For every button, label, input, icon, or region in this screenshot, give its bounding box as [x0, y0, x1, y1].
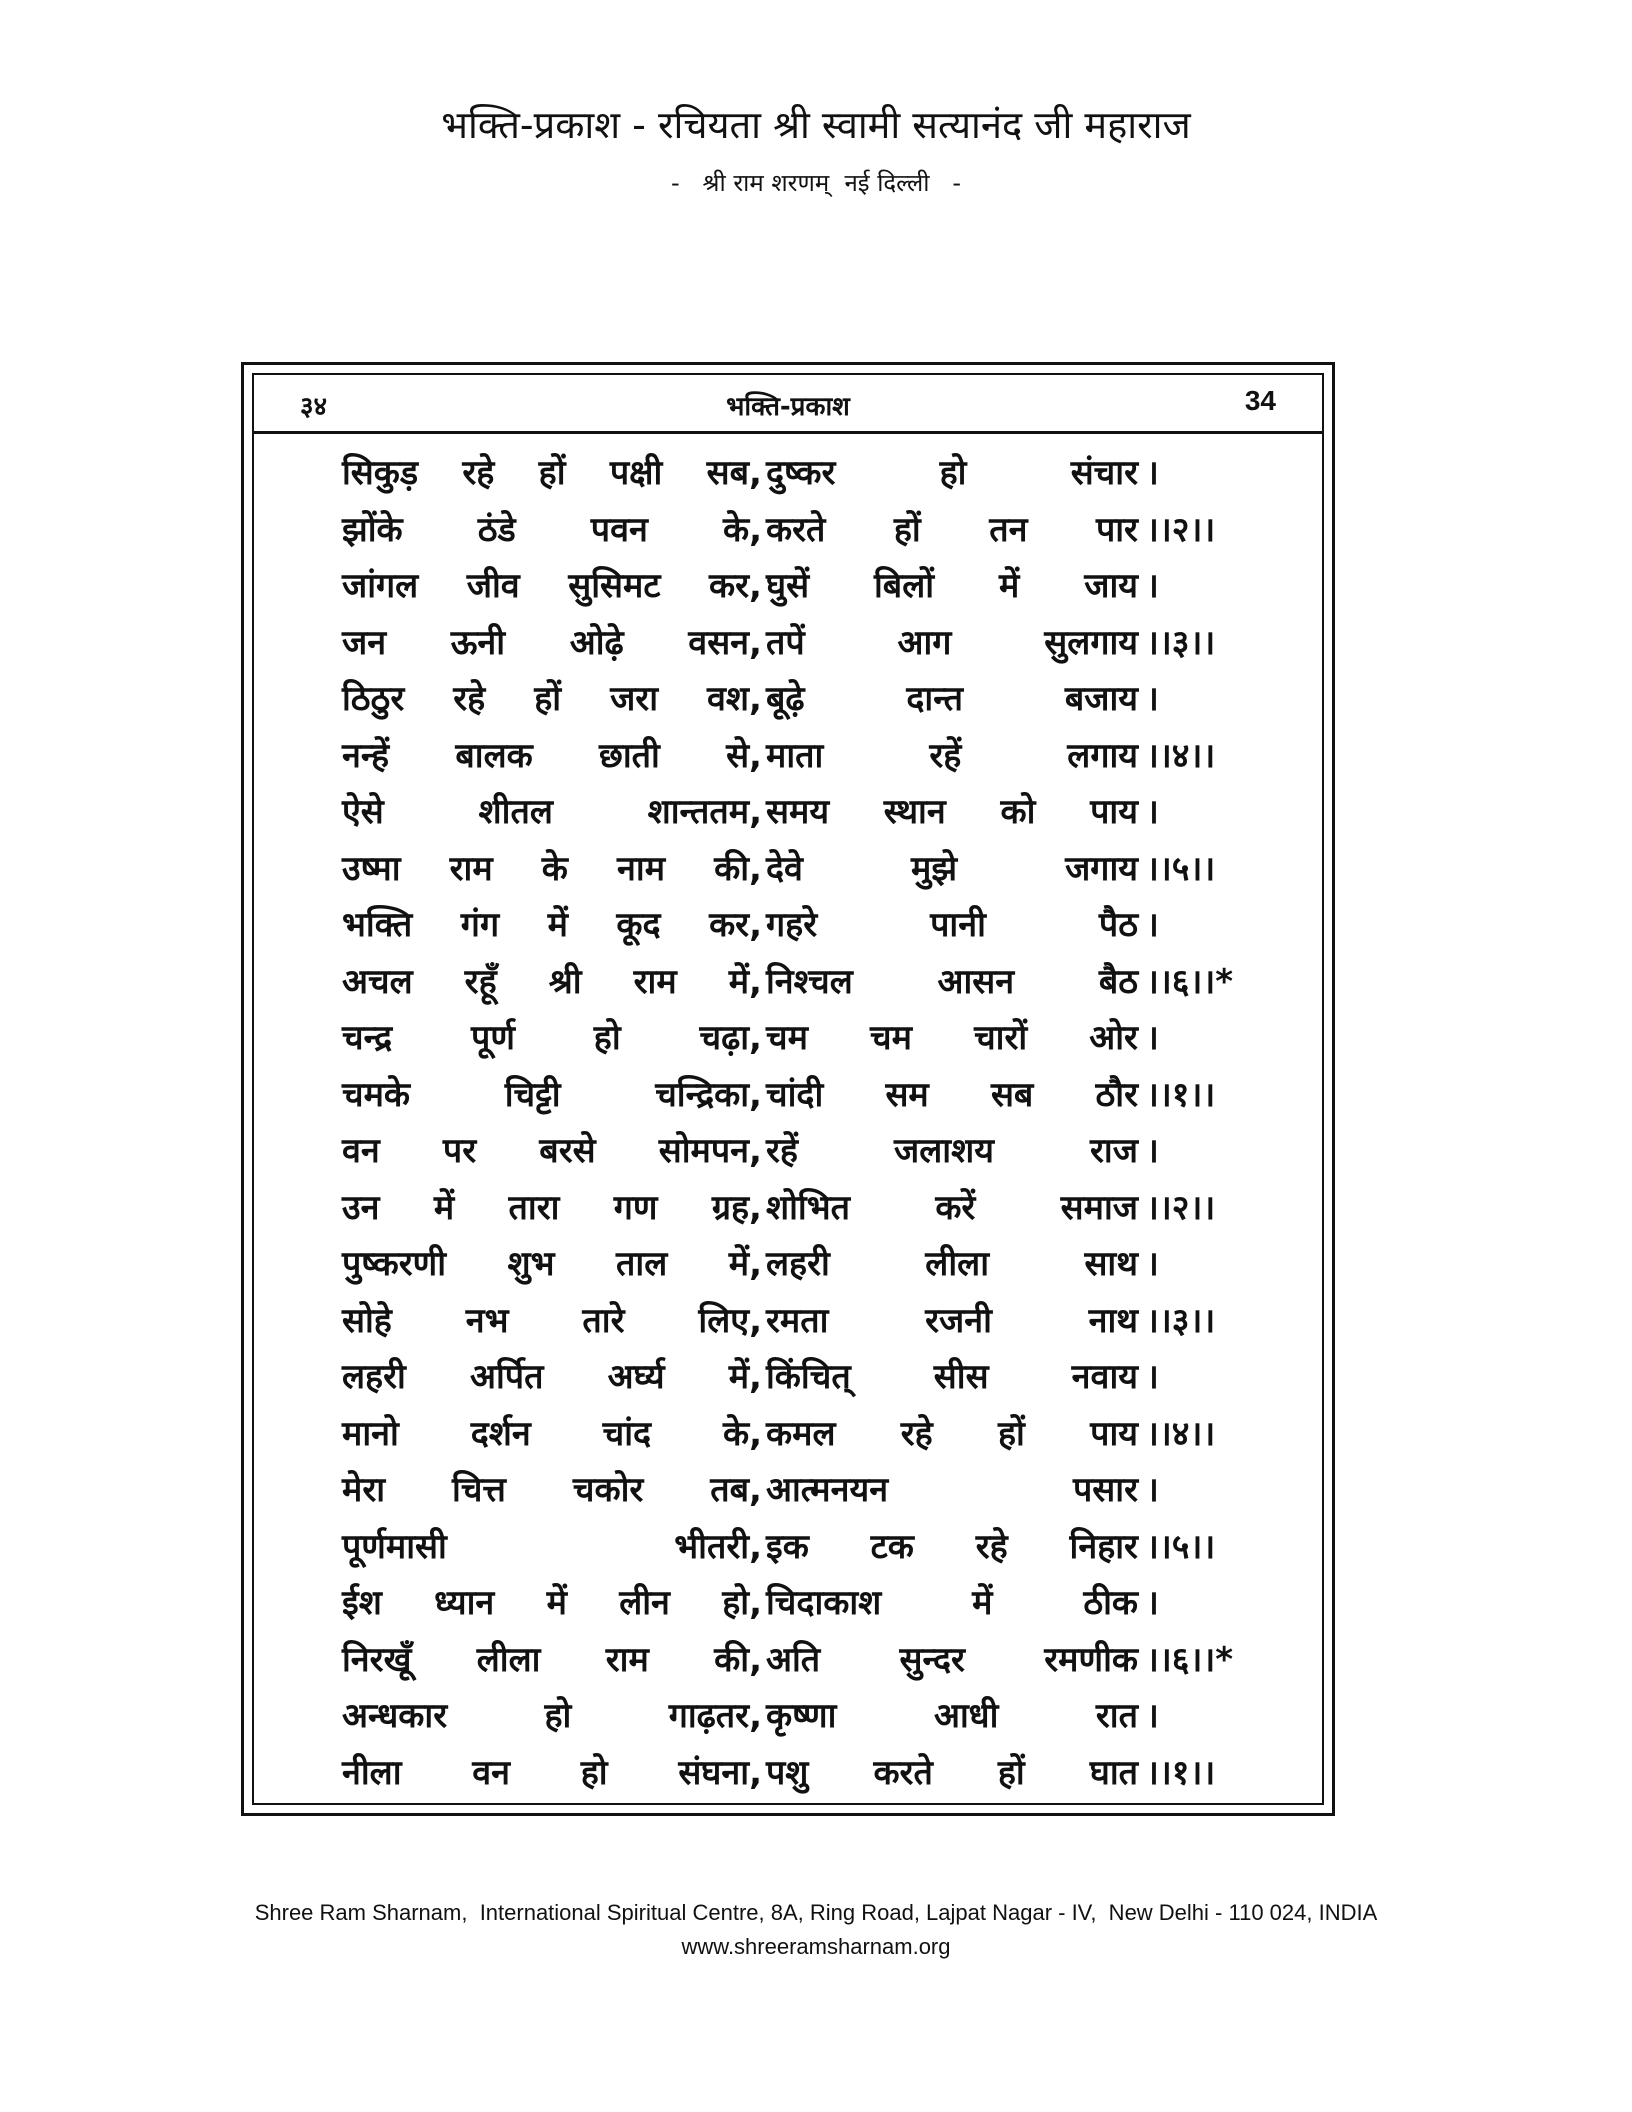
verse-line: [342, 1349, 1302, 1406]
verse-end-mark: ।।६।।*: [1146, 961, 1234, 1002]
verse-end-mark: ।: [1146, 679, 1159, 719]
verse-line: [342, 1406, 1302, 1463]
verse-first-half: झोंके ठंडे पवन के,: [342, 509, 762, 550]
verse-end-mark: ।: [1146, 1470, 1159, 1510]
verse-first-half: मेरा चित्त चकोर तब,: [342, 1470, 762, 1510]
verse-first-half: भक्ति गंग में कूद कर,: [342, 905, 762, 945]
verse-end-mark: ।।३।।: [1146, 1300, 1216, 1341]
verse-first-half: पुष्करणी शुभ ताल में,: [342, 1244, 762, 1284]
verse-second-half: लहरी लीला साथ: [766, 1244, 1138, 1284]
verse-second-half: निश्चल आसन बैठ: [766, 961, 1138, 1002]
verse-line: [342, 1462, 1302, 1519]
footer-website: www.shreeramsharnam.org: [681, 1934, 951, 1959]
verse-second-half: गहरे पानी पैठ: [766, 905, 1138, 945]
verse-line: [342, 897, 1302, 954]
verse-first-half: पूर्णमासी भीतरी,: [342, 1526, 762, 1567]
footer-address: Shree Ram Sharnam, International Spiritual Centre, 8A, Ring Road, Lajpat Nagar - IV, New Delhi - 110 024, INDIA: [254, 1900, 1378, 1925]
verse-end-mark: ।।५।।: [1146, 848, 1216, 889]
verse-second-half: पशु करते हों घात: [766, 1752, 1138, 1793]
verse-second-half: बूढ़े दान्त बजाय: [766, 679, 1138, 719]
verse-second-half: रमता रजनी नाथ: [766, 1300, 1138, 1341]
verse-second-half: तपें आग सुलगाय: [766, 622, 1138, 663]
running-title: भक्ति-प्रकाश: [726, 392, 850, 422]
document-title: भक्ति-प्रकाश - रचियता श्री स्वामी सत्यानंद जी महाराज: [441, 103, 1191, 147]
verse-second-half: घुसें बिलों में जाय: [766, 566, 1138, 606]
running-header: [252, 373, 1324, 431]
verse-second-half: चम चम चारों ओर: [766, 1018, 1138, 1058]
verse-end-mark: ।: [1146, 1583, 1159, 1623]
verse-line: [342, 1575, 1302, 1632]
verse-end-mark: ।: [1146, 1244, 1159, 1284]
verse-line: [342, 728, 1302, 785]
verse-end-mark: ।: [1146, 1131, 1159, 1171]
verse-end-mark: ।।२।।: [1146, 1187, 1216, 1228]
page-number-devanagari: ३४: [300, 392, 328, 422]
header-divider: [252, 431, 1324, 434]
verse-second-half: इक टक रहे निहार: [766, 1526, 1138, 1567]
verse-end-mark: ।।३।।: [1146, 622, 1216, 663]
verse-end-mark: ।: [1146, 453, 1159, 493]
verse-second-half: रहें जलाशय राज: [766, 1131, 1138, 1171]
verse-first-half: जांगल जीव सुसिमट कर,: [342, 566, 762, 606]
verse-second-half: देवे मुझे जगाय: [766, 848, 1138, 889]
verse-second-half: माता रहें लगाय: [766, 735, 1138, 776]
verse-line: [342, 1745, 1302, 1802]
verse-line: [342, 558, 1302, 615]
verse-line: [342, 1519, 1302, 1576]
verse-first-half: ऐसे शीतल शान्ततम,: [342, 792, 762, 832]
verse-second-half: समय स्थान को पाय: [766, 792, 1138, 832]
verse-end-mark: ।: [1146, 792, 1159, 832]
verse-second-half: करते हों तन पार: [766, 509, 1138, 550]
verse-line: [342, 841, 1302, 898]
verse-second-half: दुष्कर हो संचार: [766, 453, 1138, 493]
verse-first-half: सिकुड़ रहे हों पक्षी सब,: [342, 453, 762, 493]
verse-line: [342, 445, 1302, 502]
verse-first-half: उष्मा राम के नाम की,: [342, 848, 762, 889]
verse-line: [342, 1067, 1302, 1124]
verse-first-half: चमके चिट्टी चन्द्रिका,: [342, 1074, 762, 1115]
verse-line: [342, 1010, 1302, 1067]
verse-first-half: नीला वन हो संघना,: [342, 1752, 762, 1793]
verse-first-half: सोहे नभ तारे लिए,: [342, 1300, 762, 1341]
verse-first-half: निरखूँ लीला राम की,: [342, 1639, 762, 1680]
verse-first-half: अचल रहूँ श्री राम में,: [342, 961, 762, 1002]
verse-second-half: चिदाकाश में ठीक: [766, 1583, 1138, 1623]
verse-line: [342, 1688, 1302, 1745]
verse-second-half: अति सुन्दर रमणीक: [766, 1639, 1138, 1680]
verse-first-half: वन पर बरसे सोमपन,: [342, 1131, 762, 1171]
verse-first-half: अन्धकार हो गाढ़तर,: [342, 1696, 762, 1736]
verse-second-half: कृष्णा आधी रात: [766, 1696, 1138, 1736]
verse-first-half: उन में तारा गण ग्रह,: [342, 1187, 762, 1228]
verse-end-mark: ।।४।।: [1146, 735, 1216, 776]
document-subtitle: - श्री राम शरणम् नई दिल्ली -: [670, 169, 962, 197]
verse-end-mark: ।।६।।*: [1146, 1639, 1234, 1680]
verse-end-mark: ।।१।।: [1146, 1752, 1216, 1793]
verse-end-mark: ।: [1146, 1357, 1159, 1397]
verse-end-mark: ।: [1146, 566, 1159, 606]
verse-end-mark: ।।४।।: [1146, 1413, 1216, 1454]
verse-second-half: किंचित् सीस नवाय: [766, 1357, 1138, 1397]
verse-first-half: मानो दर्शन चांद के,: [342, 1413, 762, 1454]
verse-first-half: नन्हें बालक छाती से,: [342, 735, 762, 776]
verse-end-mark: ।: [1146, 905, 1159, 945]
verse-first-half: चन्द्र पूर्ण हो चढ़ा,: [342, 1018, 762, 1058]
verse-line: [342, 784, 1302, 841]
verse-block: [342, 445, 1302, 1801]
verse-line: [342, 1123, 1302, 1180]
verse-first-half: लहरी अर्पित अर्घ्य में,: [342, 1357, 762, 1397]
verse-second-half: आत्मनयन पसार: [766, 1470, 1138, 1510]
page-number-latin: 34: [1244, 385, 1276, 416]
verse-second-half: चांदी सम सब ठौर: [766, 1074, 1138, 1115]
verse-line: [342, 615, 1302, 672]
verse-line: [342, 1180, 1302, 1237]
verse-second-half: कमल रहे हों पाय: [766, 1413, 1138, 1454]
verse-end-mark: ।।१।।: [1146, 1074, 1216, 1115]
verse-line: [342, 1632, 1302, 1689]
verse-line: [342, 502, 1302, 559]
verse-end-mark: ।।२।।: [1146, 509, 1216, 550]
verse-line: [342, 671, 1302, 728]
verse-line: [342, 1236, 1302, 1293]
verse-end-mark: ।।५।।: [1146, 1526, 1216, 1567]
verse-second-half: शोभित करें समाज: [766, 1187, 1138, 1228]
verse-first-half: ईश ध्यान में लीन हो,: [342, 1583, 762, 1623]
verse-end-mark: ।: [1146, 1696, 1159, 1736]
verse-line: [342, 954, 1302, 1011]
verse-first-half: ठिठुर रहे हों जरा वश,: [342, 679, 762, 719]
verse-end-mark: ।: [1146, 1018, 1159, 1058]
verse-line: [342, 1293, 1302, 1350]
verse-first-half: जन ऊनी ओढ़े वसन,: [342, 622, 762, 663]
